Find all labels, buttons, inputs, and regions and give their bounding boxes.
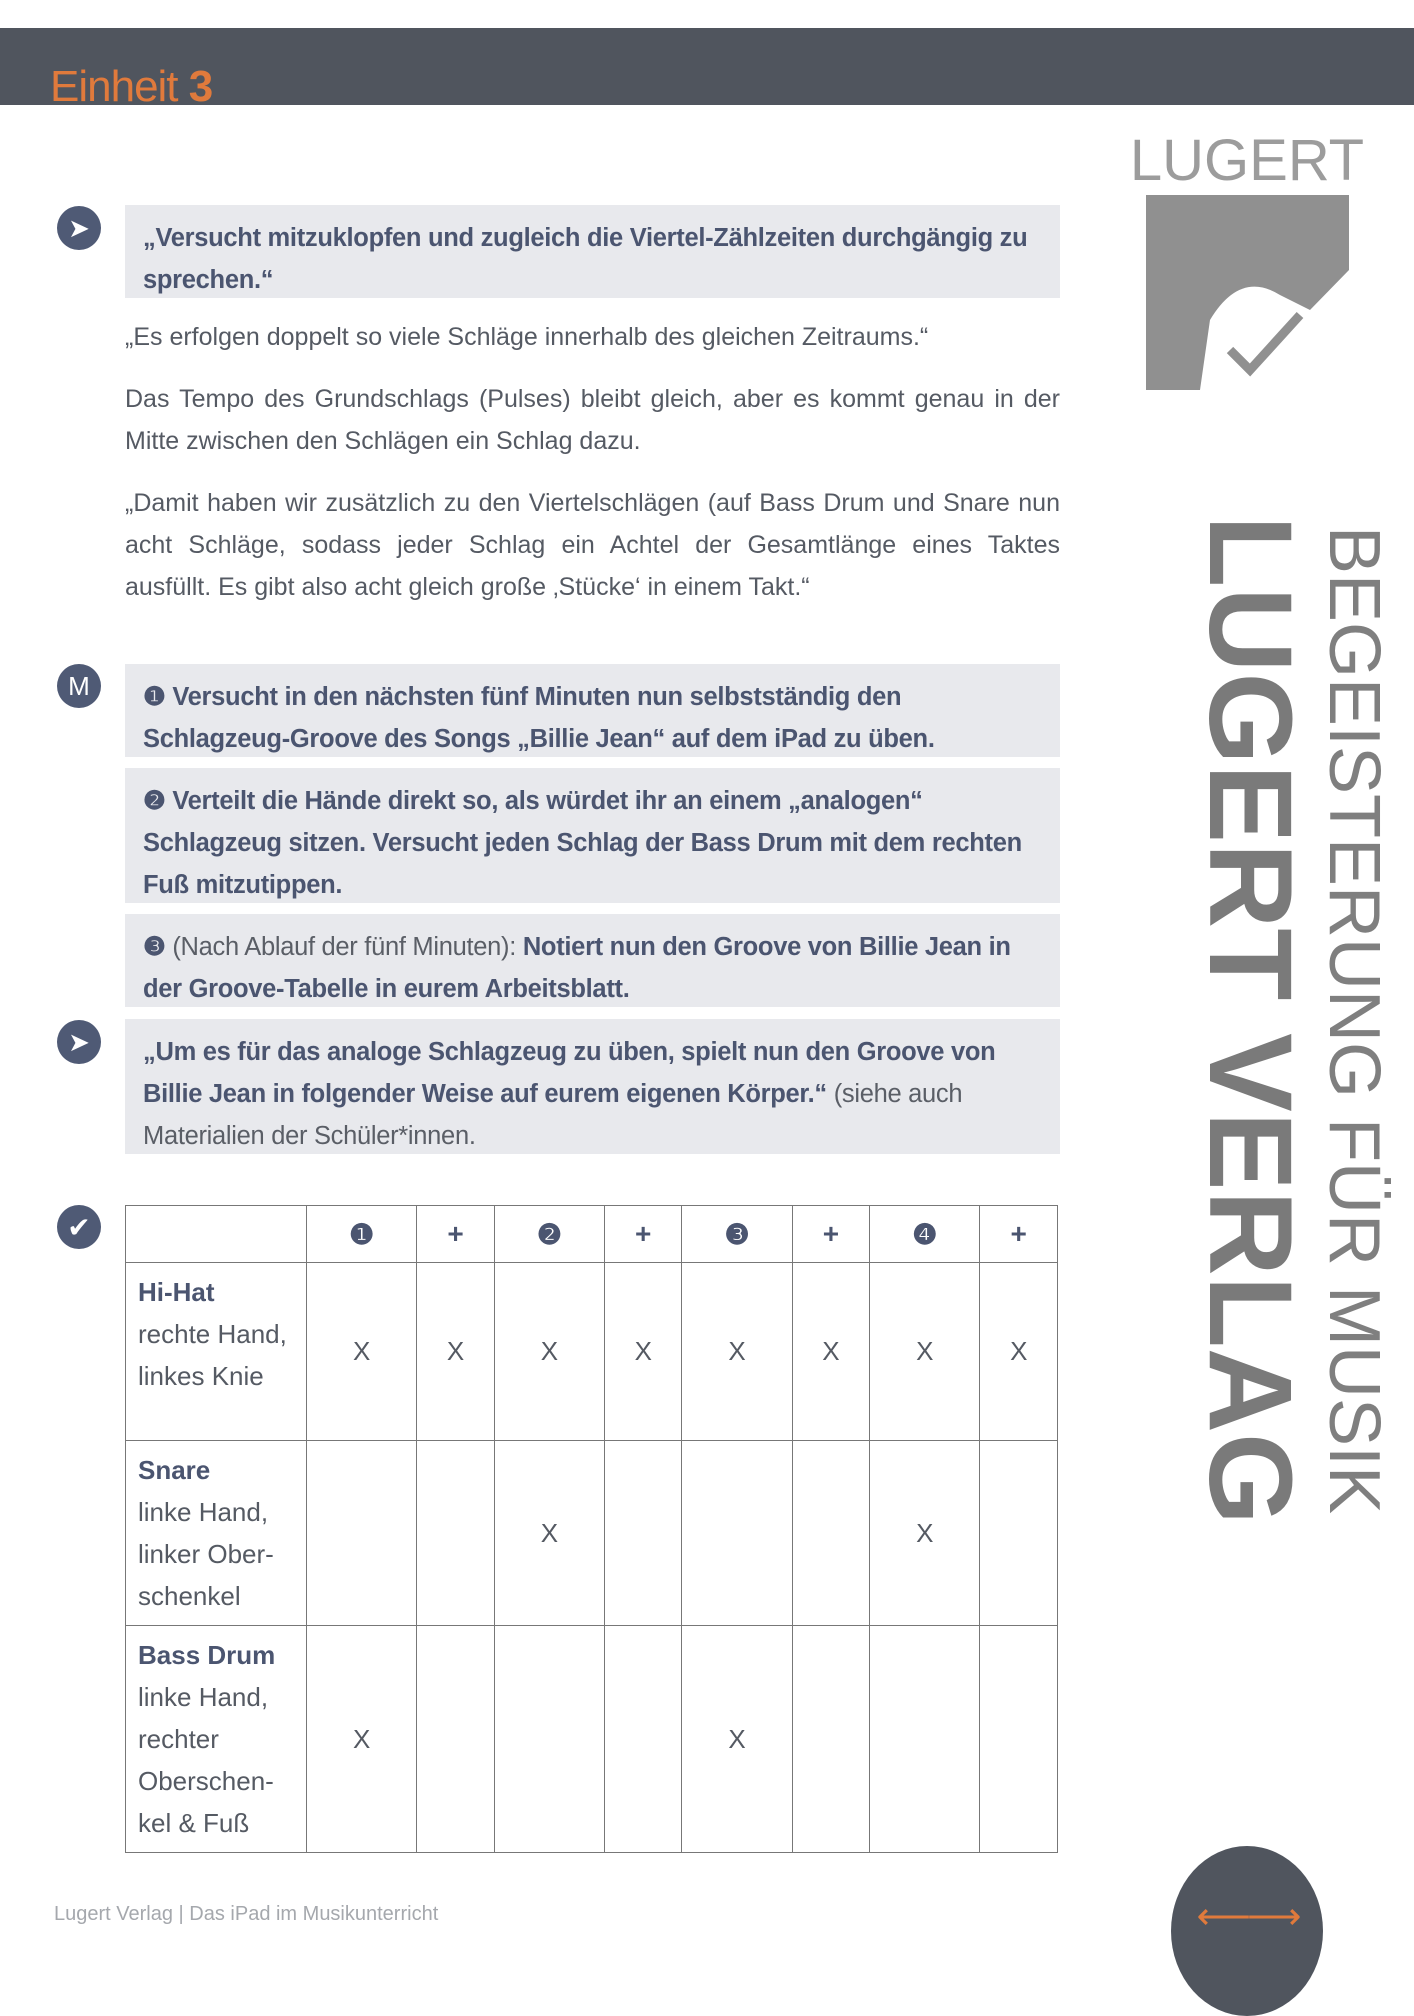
instrument-desc: rechte Hand, linkes Knie (138, 1319, 287, 1391)
instrument-cell (126, 1263, 307, 1441)
beat-header: + (417, 1206, 494, 1263)
arrows-icon: ⟵⟶ (1196, 1895, 1298, 1938)
beat-header: ❶ (307, 1206, 417, 1263)
beat-header: + (792, 1206, 869, 1263)
table-row (126, 1626, 1058, 1853)
task-box-2 (125, 768, 1060, 903)
beat-cell (682, 1441, 792, 1626)
beat-cell (980, 1441, 1058, 1626)
logo-text: LUGERT (1129, 128, 1365, 193)
quote-text: „Versucht mitzuklopfen und zugleich die Viertel-Zählzeiten durchgängig zu sprechen.“ (143, 224, 1028, 294)
paper-plane-icon: ➤ (57, 206, 101, 250)
beat-cell (792, 1441, 869, 1626)
unit-number: 3 (188, 62, 213, 111)
task-text: Notiert nun den Groove von Billie Jean in der Groove-Tabelle in eurem Arbeitsblatt. (143, 933, 1011, 1003)
quote-box-1 (125, 205, 1060, 298)
table-header-row (126, 1206, 1058, 1263)
beat-cell: X (494, 1441, 604, 1626)
instrument-cell (126, 1626, 307, 1853)
beat-cell: X (417, 1263, 494, 1441)
beat-cell: X (980, 1263, 1058, 1441)
page-nav-button[interactable] (1171, 1846, 1323, 2016)
beat-cell: X (682, 1263, 792, 1441)
instrument-desc: linke Hand, rechter Oberschen-kel & Fuß (138, 1682, 274, 1838)
watermark-logo (1130, 128, 1364, 390)
beat-header: ❹ (870, 1206, 980, 1263)
beat-cell: X (870, 1263, 980, 1441)
beat-cell (980, 1626, 1058, 1853)
beat-cell (870, 1626, 980, 1853)
beat-header: + (980, 1206, 1058, 1263)
footer-text: Lugert Verlag | Das iPad im Musikunterricht (54, 1903, 439, 1925)
instrument-name: Hi-Hat (138, 1277, 215, 1307)
paragraph-1: „Es erfolgen doppelt so viele Schläge innerhalb des gleichen Zeitraums.“ (125, 323, 929, 351)
watermark (1080, 120, 1414, 1820)
beat-header: ❷ (494, 1206, 604, 1263)
corner-cell (126, 1206, 307, 1263)
beat-cell (307, 1441, 417, 1626)
beat-cell (494, 1626, 604, 1853)
number-1-icon: ❶ (143, 683, 166, 711)
instrument-name: Bass Drum (138, 1640, 276, 1670)
beat-cell: X (792, 1263, 869, 1441)
beat-header: + (605, 1206, 682, 1263)
number-3-icon: ❸ (143, 933, 166, 961)
beat-cell: X (307, 1263, 417, 1441)
paragraph-3: „Damit haben wir zusätzlich zu den Viertelschlägen (auf Bass Drum und Snare nun acht Schläge, sodass jeder Schlag ein Achtel der Gesamtlänge eines Taktes ausfüllt. Es gibt also acht gleich große ‚Stücke‘ in einem Takt.“ (125, 489, 1060, 601)
paper-plane-icon: ➤ (57, 1020, 101, 1064)
beat-cell: X (494, 1263, 604, 1441)
task-box-3 (125, 914, 1060, 1007)
table-row (126, 1441, 1058, 1626)
task-prefix: (Nach Ablauf der fünf Minuten): (172, 933, 517, 961)
table-row (126, 1263, 1058, 1441)
instrument-desc: linke Hand, linker Ober-schenkel (138, 1497, 274, 1611)
beat-cell (605, 1441, 682, 1626)
beat-cell: X (870, 1441, 980, 1626)
unit-title (50, 62, 212, 112)
watermark-sub: BEGEISTERUNG FÜR MUSIK (1314, 525, 1394, 1515)
instrument-cell (126, 1441, 307, 1626)
groove-table (125, 1205, 1058, 1853)
beat-cell (792, 1626, 869, 1853)
beat-cell: X (605, 1263, 682, 1441)
task-text: Versucht in den nächsten fünf Minuten nun selbstständig den Schlagzeug-Groove des Songs „Billie Jean“ auf dem iPad zu üben. (143, 683, 935, 753)
number-2-icon: ❷ (143, 787, 166, 815)
checkmark-icon: ✔ (57, 1205, 101, 1249)
beat-cell (605, 1626, 682, 1853)
watermark-main: LUGERT VERLAG (1184, 515, 1316, 1525)
paragraph-2: Das Tempo des Grundschlags (Pulses) bleibt gleich, aber es kommt genau in der Mitte zwischen den Schlägen ein Schlag dazu. (125, 385, 1060, 455)
unit-label: Einheit (50, 62, 178, 111)
beat-cell (417, 1626, 494, 1853)
quote-box-2 (125, 1019, 1060, 1154)
task-box-1 (125, 664, 1060, 757)
quote-text: „Um es für das analoge Schlagzeug zu üben, spielt nun den Groove von Billie Jean in folgender Weise auf eurem eigenen Körper.“ (143, 1038, 996, 1108)
quote-tail: (siehe auch Materialien der Schüler*innen. (143, 1080, 963, 1150)
instrument-name: Snare (138, 1455, 211, 1485)
beat-cell: X (682, 1626, 792, 1853)
m-icon: M (57, 664, 101, 708)
beat-header: ❸ (682, 1206, 792, 1263)
task-text: Verteilt die Hände direkt so, als würdet ihr an einem „analogen“ Schlagzeug sitzen. Versucht jeden Schlag der Bass Drum mit dem rechten Fuß mitzutippen. (143, 787, 1022, 899)
beat-cell: X (307, 1626, 417, 1853)
beat-cell (417, 1441, 494, 1626)
